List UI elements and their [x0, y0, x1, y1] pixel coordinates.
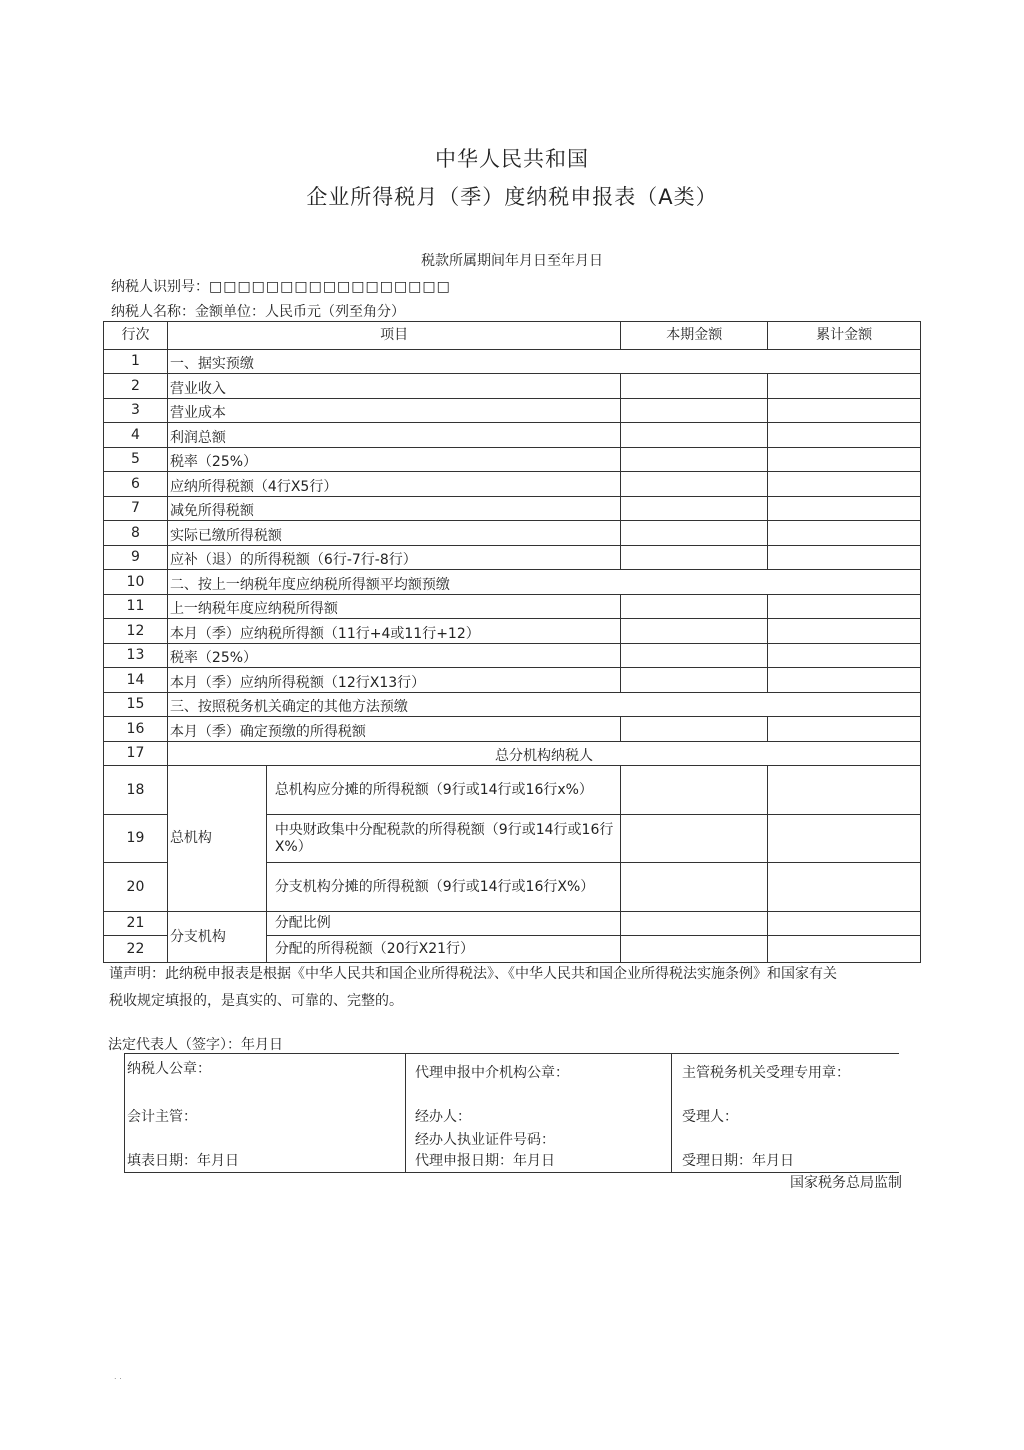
table-row	[104, 570, 921, 595]
agent-cert-label: 经办人执业证件号码：	[415, 1132, 555, 1148]
tax-period: 税款所属期间年月日至年月日	[421, 253, 603, 269]
cumulative-amount-cell[interactable]	[768, 521, 921, 546]
taxpayer-id-label: 纳税人识别号：	[111, 279, 209, 295]
declaration: 谨声明：此纳税申报表是根据《中华人民共和国企业所得税法》、《中华人民共和国企业所得税法实施条例》和国家有关税收规定填报的，是真实的、可靠的、完整的。	[109, 966, 837, 1009]
row-item: 本月（季）确定预缴的所得税额	[167, 717, 620, 742]
table-row	[104, 423, 921, 448]
agency-signature-cell	[406, 1054, 672, 1173]
agency-seal-label: 代理申报中介机构公章：	[415, 1065, 569, 1081]
current-amount-cell[interactable]	[621, 472, 768, 497]
table-row	[104, 595, 921, 619]
table-row	[104, 717, 921, 742]
row-item: 利润总额	[167, 423, 620, 448]
current-amount-cell[interactable]	[621, 936, 768, 963]
table-row	[104, 399, 921, 423]
row-no: 11	[104, 595, 168, 619]
row-no: 8	[104, 521, 168, 546]
header-cumulative-amount: 累计金额	[768, 322, 921, 350]
table-row	[104, 472, 921, 497]
header-item: 项目	[167, 322, 620, 350]
title-line1: 中华人民共和国	[435, 147, 589, 171]
header-line-no: 行次	[104, 322, 168, 350]
row-item: 中央财政集中分配税款的所得税额（9行或14行或16行X%）	[266, 815, 621, 863]
row-no: 10	[104, 570, 168, 595]
row-no: 12	[104, 619, 168, 644]
table-row	[104, 546, 921, 570]
table-row	[104, 374, 921, 399]
current-amount-cell[interactable]	[621, 766, 768, 815]
table-row	[104, 742, 921, 766]
cumulative-amount-cell[interactable]	[768, 936, 921, 963]
current-amount-cell[interactable]	[621, 497, 768, 521]
current-amount-cell[interactable]	[621, 423, 768, 448]
current-amount-cell[interactable]	[621, 546, 768, 570]
table-row	[104, 644, 921, 668]
section-heading: 总分机构纳税人	[167, 742, 920, 766]
row-item: 分支机构分摊的所得税额（9行或14行或16行X%）	[266, 863, 621, 912]
current-amount-cell[interactable]	[621, 815, 768, 863]
row-item: 上一纳税年度应纳税所得额	[167, 595, 620, 619]
issuer-footer: 国家税务总局监制	[790, 1175, 902, 1191]
current-amount-cell[interactable]	[621, 619, 768, 644]
row-no: 4	[104, 423, 168, 448]
tax-return-table	[103, 321, 921, 963]
cumulative-amount-cell[interactable]	[768, 399, 921, 423]
current-amount-cell[interactable]	[621, 717, 768, 742]
table-row	[104, 619, 921, 644]
section-heading: 一、据实预缴	[167, 350, 920, 374]
row-no: 7	[104, 497, 168, 521]
row-no: 5	[104, 448, 168, 472]
current-amount-cell[interactable]	[621, 399, 768, 423]
table-row	[104, 912, 921, 936]
taxpayer-name-line: 纳税人名称：金额单位：人民币元（列至角分）	[111, 304, 405, 320]
agent-label: 经办人：	[415, 1109, 471, 1125]
row-item: 本月（季）应纳税所得额（11行+4或11行+12）	[167, 619, 620, 644]
row-no: 16	[104, 717, 168, 742]
cumulative-amount-cell[interactable]	[768, 766, 921, 815]
cumulative-amount-cell[interactable]	[768, 448, 921, 472]
signature-table	[124, 1053, 899, 1173]
cumulative-amount-cell[interactable]	[768, 644, 921, 668]
cumulative-amount-cell[interactable]	[768, 374, 921, 399]
cumulative-amount-cell[interactable]	[768, 717, 921, 742]
current-amount-cell[interactable]	[621, 912, 768, 936]
row-no: 15	[104, 693, 168, 717]
row-no: 22	[104, 936, 168, 963]
current-amount-cell[interactable]	[621, 668, 768, 693]
cumulative-amount-cell[interactable]	[768, 668, 921, 693]
table-row	[104, 521, 921, 546]
receiver-label: 受理人：	[682, 1109, 738, 1125]
row-no: 21	[104, 912, 168, 936]
row-no: 2	[104, 374, 168, 399]
row-no: 13	[104, 644, 168, 668]
row-no: 20	[104, 863, 168, 912]
row-item: 实际已缴所得税额	[167, 521, 620, 546]
agency-date-label: 代理申报日期：年月日	[415, 1153, 555, 1169]
row-no: 3	[104, 399, 168, 423]
row-item: 本月（季）应纳所得税额（12行X13行）	[167, 668, 620, 693]
current-amount-cell[interactable]	[621, 448, 768, 472]
cumulative-amount-cell[interactable]	[768, 423, 921, 448]
row-item: 总机构应分摊的所得税额（9行或14行或16行x%）	[266, 766, 621, 815]
tax-authority-seal-label: 主管税务机关受理专用章：	[682, 1065, 850, 1081]
cumulative-amount-cell[interactable]	[768, 595, 921, 619]
table-row	[104, 497, 921, 521]
row-no: 1	[104, 350, 168, 374]
row-item: 税率（25%）	[167, 644, 620, 668]
branch-group: 分支机构	[167, 912, 266, 963]
row-no: 14	[104, 668, 168, 693]
row-no: 6	[104, 472, 168, 497]
row-no: 9	[104, 546, 168, 570]
taxpayer-signature-cell	[125, 1054, 406, 1173]
table-row	[104, 448, 921, 472]
table-row	[104, 350, 921, 374]
table-row	[104, 693, 921, 717]
header-current-amount: 本期金额	[621, 322, 768, 350]
taxpayer-seal-label: 纳税人公章：	[127, 1061, 211, 1077]
row-no: 19	[104, 815, 168, 863]
taxpayer-id-line	[111, 276, 451, 296]
row-no: 18	[104, 766, 168, 815]
cumulative-amount-cell[interactable]	[768, 619, 921, 644]
section-heading: 二、按上一纳税年度应纳税所得额平均额预缴	[167, 570, 920, 595]
head-office-group: 总机构	[167, 766, 266, 912]
cumulative-amount-cell[interactable]	[768, 472, 921, 497]
current-amount-cell[interactable]	[621, 595, 768, 619]
cumulative-amount-cell[interactable]	[768, 815, 921, 863]
legal-representative-signature: 法定代表人（签字）：年月日	[108, 1037, 283, 1053]
cumulative-amount-cell[interactable]	[768, 912, 921, 936]
table-row	[104, 766, 921, 815]
tax-authority-signature-cell	[672, 1054, 900, 1173]
row-item: 营业成本	[167, 399, 620, 423]
cumulative-amount-cell[interactable]	[768, 497, 921, 521]
table-header-row	[104, 322, 921, 350]
cumulative-amount-cell[interactable]	[768, 863, 921, 912]
current-amount-cell[interactable]	[621, 863, 768, 912]
fill-date-label: 填表日期：年月日	[127, 1153, 239, 1169]
section-heading: 三、按照税务机关确定的其他方法预缴	[167, 693, 920, 717]
accountant-label: 会计主管：	[127, 1109, 197, 1125]
current-amount-cell[interactable]	[621, 374, 768, 399]
row-item: 分配比例	[266, 912, 621, 936]
page-dots: . .	[114, 1372, 122, 1381]
table-row	[104, 668, 921, 693]
receive-date-label: 受理日期：年月日	[682, 1153, 794, 1169]
row-item: 减免所得税额	[167, 497, 620, 521]
row-item: 应纳所得税额（4行X5行）	[167, 472, 620, 497]
current-amount-cell[interactable]	[621, 644, 768, 668]
row-item: 税率（25%）	[167, 448, 620, 472]
row-item: 应补（退）的所得税额（6行-7行-8行）	[167, 546, 620, 570]
current-amount-cell[interactable]	[621, 521, 768, 546]
taxpayer-id-boxes[interactable]: □□□□□□□□□□□□□□□□□	[209, 279, 451, 295]
row-no: 17	[104, 742, 168, 766]
row-item: 营业收入	[167, 374, 620, 399]
title-line2: 企业所得税月（季）度纳税申报表（A类）	[306, 185, 718, 209]
cumulative-amount-cell[interactable]	[768, 546, 921, 570]
row-item: 分配的所得税额（20行X21行）	[266, 936, 621, 963]
